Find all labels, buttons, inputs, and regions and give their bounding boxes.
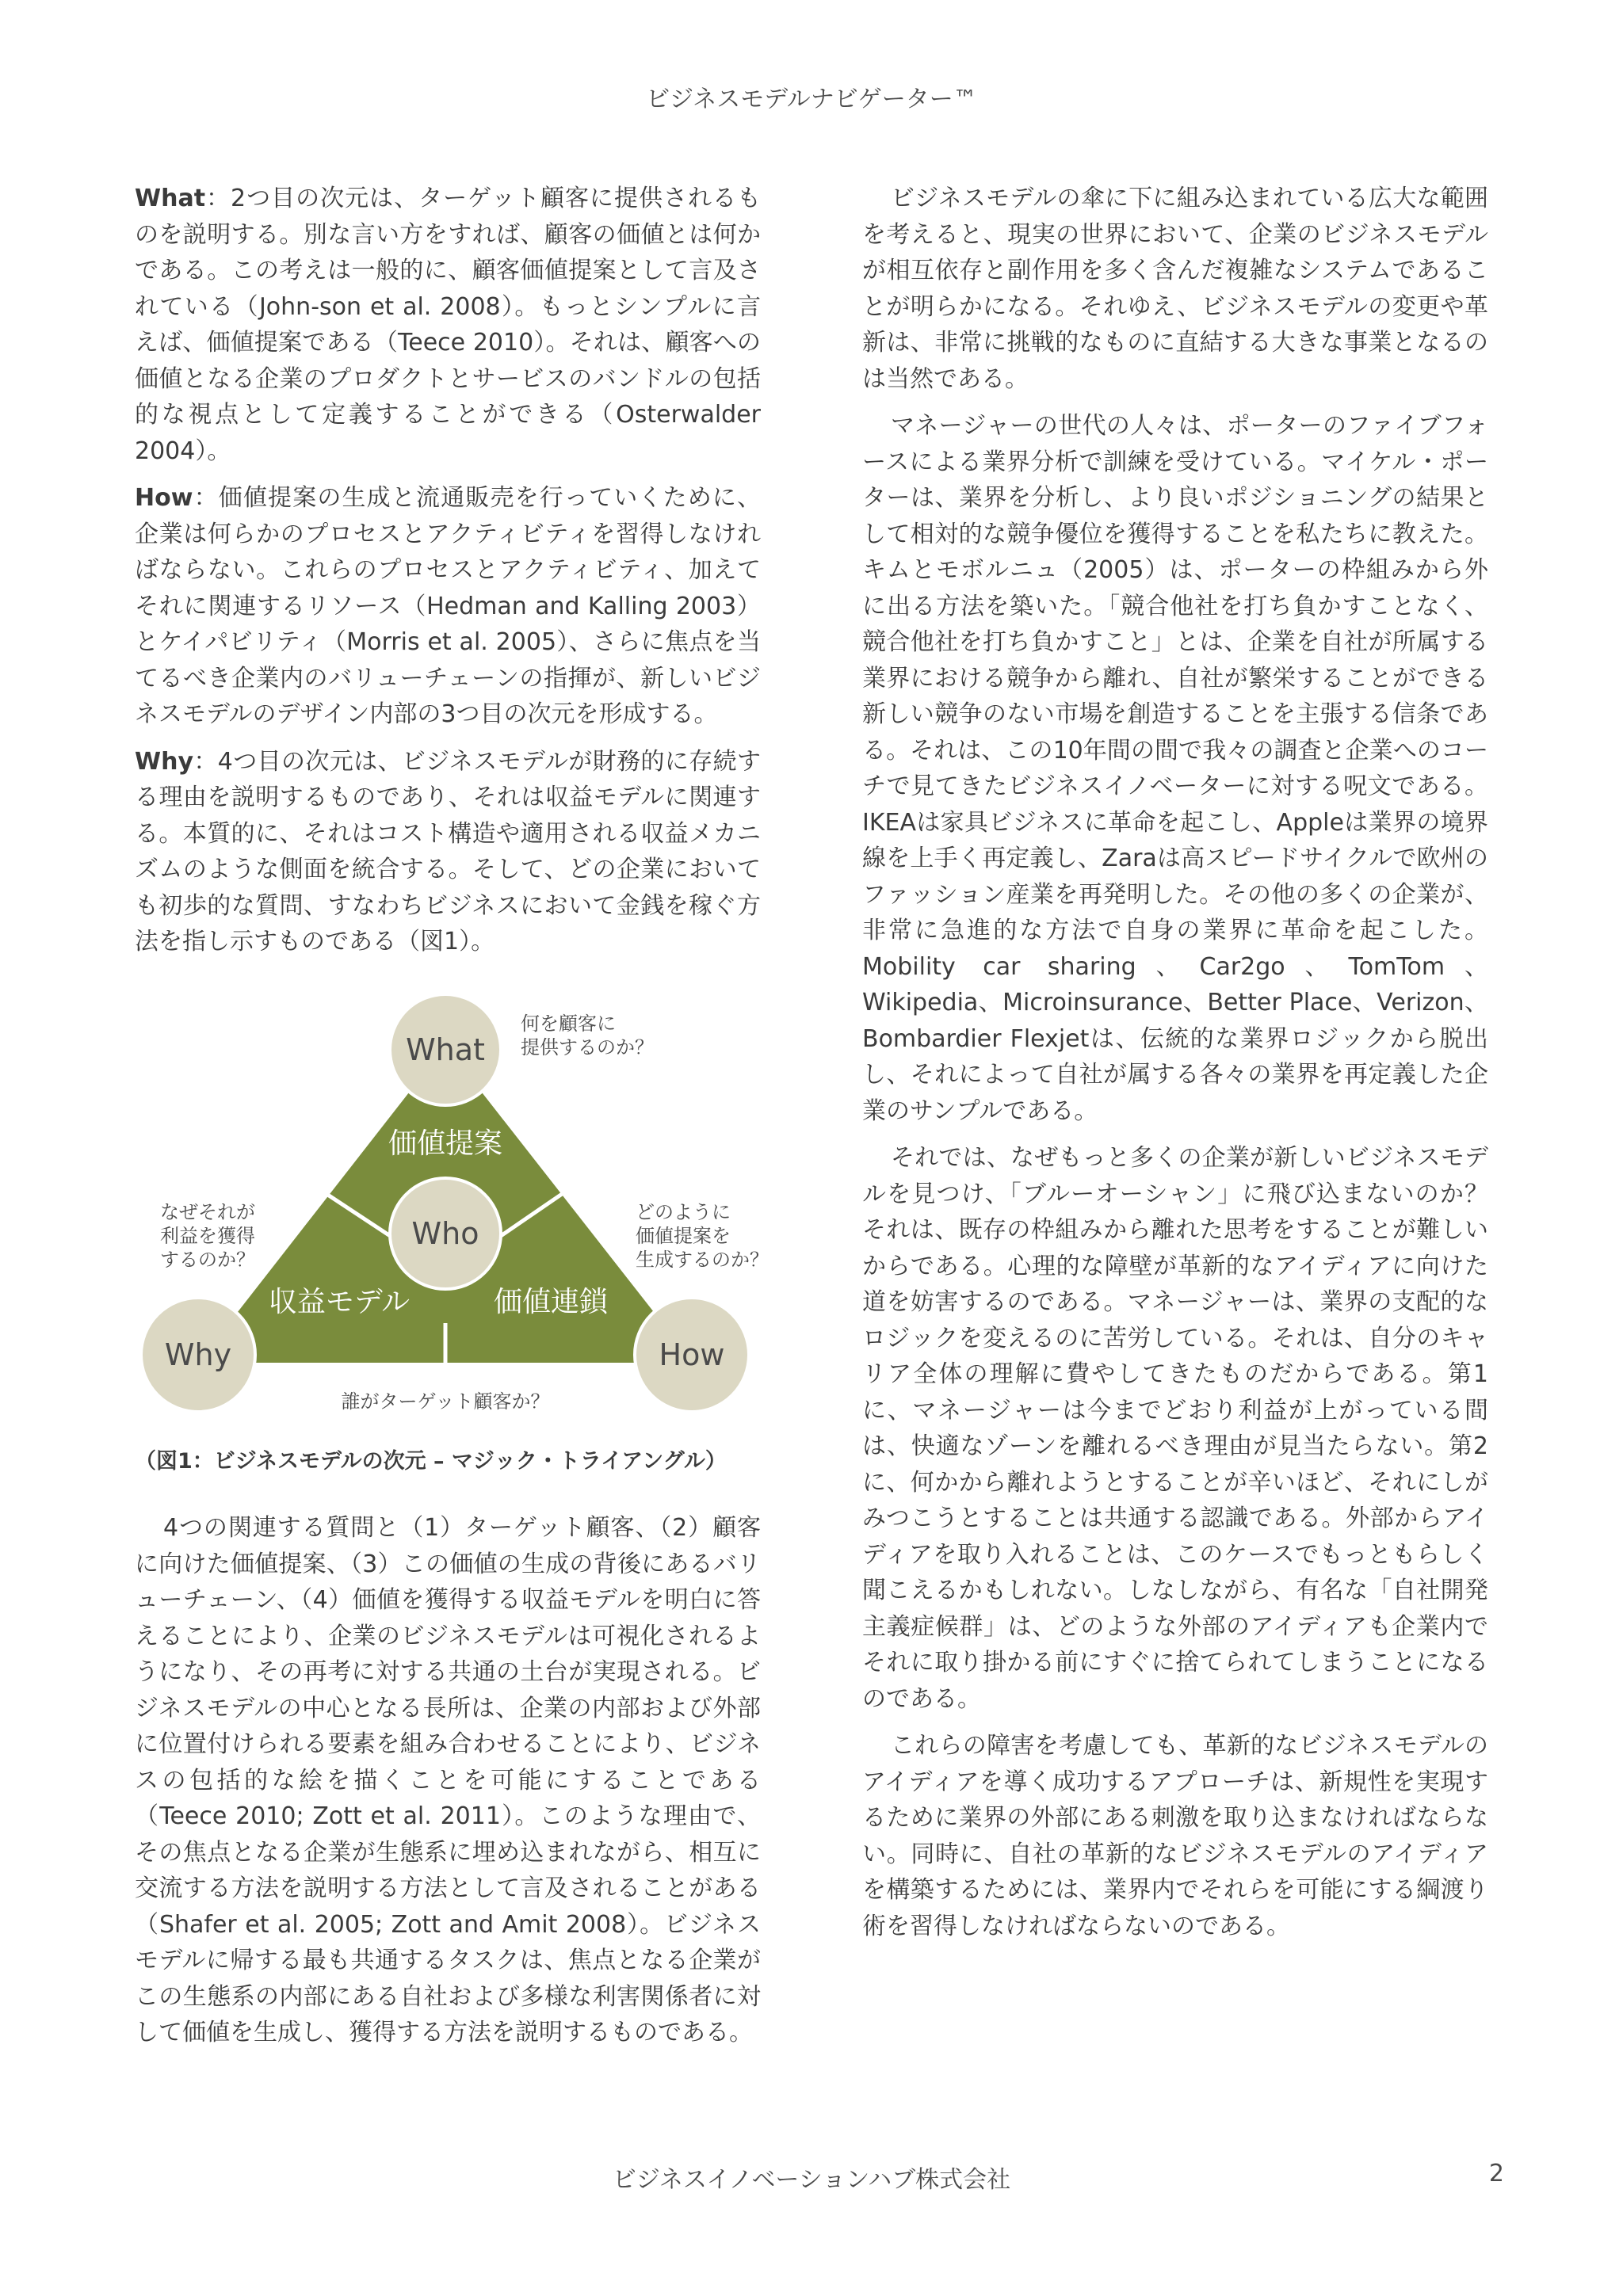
what-node-label: What xyxy=(406,1032,485,1067)
how-paragraph xyxy=(135,480,761,733)
what-text: ：2つ目の次元は、ターゲット顧客に提供されるものを説明する。別な言い方をすれば、顧客の価値とは何かである。この考えは一般的に、顧客価値提案として言及されている（John-son et al. 2008）。もっとシンプルに言えば、価値提案である（Teece 2010）。それは、顧客への価値となる企業のプロダクトとサービスのバンドルの包括的な視点として定義することができる（Osterwalder 2004）。 xyxy=(135,185,761,465)
page-number: 2 xyxy=(1488,2160,1504,2187)
page-header: ビジネスモデルナビゲーター™ xyxy=(646,86,977,113)
what-question-line1: 何を顧客に xyxy=(521,1013,616,1035)
why-text: ：4つ目の次元は、ビジネスモデルが財務的に存続する理由を説明するものであり、それは収益モデルに関連する。本質的に、それはコスト構造や適用される収益メカニズムのような側面を統合する。そして、どの企業においても初歩的な質問、すなわちビジネスにおいて金銭を稼ぐ方法を指し示すものである（図1）。 xyxy=(135,747,761,955)
what-paragraph xyxy=(135,181,761,469)
right-paragraph-1: ビジネスモデルの傘に下に組み込まれている広大な範囲を考えると、現実の世界において、企業のビジネスモデルが相互依存と副作用を多く含んだ複雑なシステムであることが明らかになる。それゆえ、ビジネスモデルの変更や革新は、非常に挑戦的なものに直結する大きな事業となるのは当然である。 xyxy=(862,185,1488,393)
why-node-label: Why xyxy=(164,1337,232,1372)
left-column-top xyxy=(135,181,761,971)
left-column-bottom xyxy=(135,1510,761,2062)
why-paragraph xyxy=(135,744,761,960)
magic-triangle-figure xyxy=(135,982,785,1434)
page-footer: ビジネスイノベーションハブ株式会社 xyxy=(612,2166,1011,2194)
why-question-line1: なぜそれが xyxy=(160,1201,255,1223)
how-question-line2: 価値提案を xyxy=(636,1225,731,1247)
who-node-label: Who xyxy=(411,1216,479,1251)
revenue-model-label: 収益モデル xyxy=(268,1286,411,1318)
magic-triangle-svg xyxy=(135,982,785,1434)
why-question-line2: 利益を獲得 xyxy=(160,1225,255,1247)
value-proposition-label: 価値提案 xyxy=(388,1127,503,1160)
what-term: What xyxy=(135,185,206,212)
value-chain-label: 価値連鎖 xyxy=(493,1286,609,1318)
right-column xyxy=(862,181,1488,1955)
figure-caption: （図1：ビジネスモデルの次元 – マジック・トライアングル） xyxy=(135,1449,727,1474)
right-paragraph-3: それでは、なぜもっと多くの企業が新しいビジネスモデルを見つけ、「ブルーオーシャン」に飛び込まないのか？それは、既存の枠組みから離れた思考をすることが難しいからである。心理的な障壁が革新的なアイディアに向けた道を妨害するのである。マネージャーは、業界の支配的なロジックを変えるのに苦労している。それは、自分のキャリア全体の理解に費やしてきたものだからである。第1に、マネージャーは今までどおり利益が上がっている間は、快適なゾーンを離れるべき理由が見当たらない。第2に、何かから離れようとすることが辛いほど、それにしがみつこうとすることは共通する認識である。外部からアイディアを取り入れることは、このケースでもっともらしく聞こえるかもしれない。しなしながら、有名な「自社開発主義症候群」は、どのような外部のアイディアも企業内でそれに取り掛かる前にすぐに捨てられてしまうことになるのである。 xyxy=(862,1144,1488,1713)
why-question-line3: するのか？ xyxy=(160,1249,255,1271)
how-term: How xyxy=(135,484,193,512)
how-node-label: How xyxy=(659,1337,725,1372)
how-question-line1: どのように xyxy=(636,1201,731,1223)
summary-paragraph: 4つの関連する質問と（1）ターゲット顧客、（2）顧客に向けた価値提案、（3）この価値の生成の背後にあるバリューチェーン、（4）価値を獲得する収益モデルを明白に答えることにより、企業のビジネスモデルは可視化されるようになり、その再考に対する共通の土台が実現される。ビジネスモデルの中心となる長所は、企業の内部および外部に位置付けられる要素を組み合わせることにより、ビジネスの包括的な絵を描くことを可能にすることである（Teece 2010; Zott et al. 2011）。このような理由で、その焦点となる企業が生態系に埋め込まれながら、相互に交流する方法を説明する方法として言及されることがある（Shafer et al. 2005; Zott and Amit 2008）。ビジネスモデルに帰する最も共通するタスクは、焦点となる企業がこの生態系の内部にある自社および多様な利害関係者に対して価値を生成し、獲得する方法を説明するものである。 xyxy=(135,1514,761,2046)
right-paragraph-4: これらの障害を考慮しても、革新的なビジネスモデルのアイディアを導く成功するアプローチは、新規性を実現するために業界の外部にある刺激を取り込まなければならない。同時に、自社の革新的なビジネスモデルのアイディアを構築するためには、業界内でそれらを可能にする綱渡り術を習得しなければならないのである。 xyxy=(862,1732,1488,1940)
right-paragraph-2: マネージャーの世代の人々は、ポーターのファイブフォースによる業界分析で訓練を受けている。マイケル・ポーターは、業界を分析し、より良いポジショニングの結果として相対的な競争優位を獲得することを私たちに教えた。キムとモボルニュ（2005）は、ポーターの枠組みから外に出る方法を築いた。「競合他社を打ち負かすことなく、競合他社を打ち負かすこと」とは、企業を自社が所属する業界における競争から離れ、自社が繁栄することができる新しい競争のない市場を創造することを主張する信条である。それは、この10年間の間で我々の調査と企業へのコーチで見てきたビジネスイノベーターに対する呪文である。IKEAは家具ビジネスに革命を起こし、Appleは業界の境界線を上手く再定義し、Zaraは高スピードサイクルで欧州のファッション産業を再発明した。その他の多くの企業が、非常に急進的な方法で自身の業界に革命を起こした。Mobility car sharing、Car2go、TomTom、Wikipedia、Microinsurance、Better Place、Verizon、Bombardier Flexjetは、伝統的な業界ロジックから脱出し、それによって自社が属する各々の業界を再定義した企業のサンプルである。 xyxy=(862,412,1488,1125)
how-question-line3: 生成するのか？ xyxy=(636,1249,769,1271)
how-text: ：価値提案の生成と流通販売を行っていくために、企業は何らかのプロセスとアクティビティを習得しなければならない。これらのプロセスとアクティビティ、加えてそれに関連するリソース（Hedman and Kalling 2003）とケイパビリティ（Morris et al. 2005）、さらに焦点を当てるべき企業内のバリューチェーンの指揮が、新しいビジネスモデルのデザイン内部の3つ目の次元を形成する。 xyxy=(135,484,761,728)
why-term: Why xyxy=(135,747,194,776)
who-question: 誰がターゲット顧客か？ xyxy=(341,1390,550,1413)
what-question-line2: 提供するのか？ xyxy=(521,1036,654,1058)
